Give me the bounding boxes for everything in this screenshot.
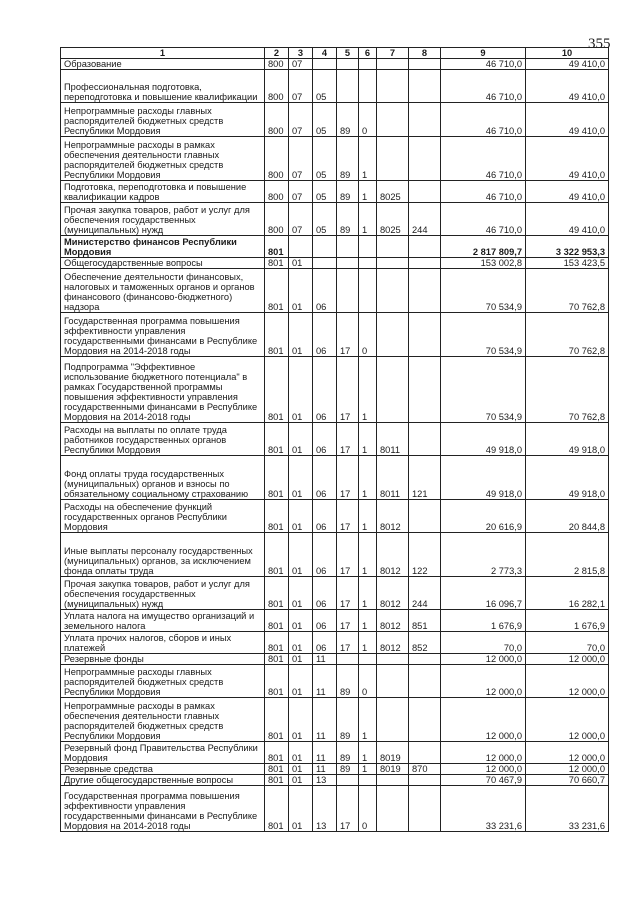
code-direction-cell [377, 665, 409, 698]
amount-year2-cell: 70 660,7 [526, 775, 609, 786]
code-direction-cell: 8012 [377, 577, 409, 610]
row-name-cell: Прочая закупка товаров, работ и услуг для обеспечения государственных (муниципальных) нужд [61, 203, 265, 236]
code-subprogram-cell: 0 [359, 313, 377, 357]
amount-year1-cell: 1 676,9 [441, 610, 526, 632]
code-subsection-cell: 11 [313, 698, 337, 742]
row-name-cell: Непрограммные расходы в рамках обеспечения деятельности главных распорядителей бюджетных средств Республики Мордовия [61, 698, 265, 742]
column-header: 5 [337, 48, 359, 59]
code-subsection-cell: 06 [313, 456, 337, 500]
row-name-cell: Уплата налога на имущество организаций и земельного налога [61, 610, 265, 632]
code-subprogram-cell [359, 59, 377, 70]
code-subsection-cell: 06 [313, 357, 337, 423]
code-subprogram-cell: 0 [359, 103, 377, 137]
table-row [61, 632, 609, 654]
code-program-cell: 89 [337, 742, 359, 764]
row-name-cell: Государственная программа повышения эффективности управления государственными финансами в Республике Мордовия на 2014-2018 годы [61, 313, 265, 357]
code-ved-cell: 801 [265, 665, 289, 698]
amount-year1-cell: 49 918,0 [441, 423, 526, 456]
code-subprogram-cell: 1 [359, 203, 377, 236]
code-ved-cell: 800 [265, 181, 289, 203]
table-row [61, 610, 609, 632]
code-expense-type-cell: 122 [409, 533, 441, 577]
amount-year1-cell: 46 710,0 [441, 59, 526, 70]
table-row [61, 313, 609, 357]
code-direction-cell: 8012 [377, 632, 409, 654]
code-section-cell: 07 [289, 137, 313, 181]
amount-year1-cell: 70 534,9 [441, 313, 526, 357]
table-row [61, 137, 609, 181]
code-ved-cell: 801 [265, 357, 289, 423]
amount-year2-cell: 49 410,0 [526, 70, 609, 103]
table-row [61, 103, 609, 137]
row-name-cell: Расходы на обеспечение функций государственных органов Республики Мордовия [61, 500, 265, 533]
code-subsection-cell [313, 258, 337, 269]
row-name-cell: Общегосударственные вопросы [61, 258, 265, 269]
code-program-cell [337, 236, 359, 258]
row-name-cell: Иные выплаты персоналу государственных (муниципальных) органов, за исключением фонда оплаты труда [61, 533, 265, 577]
code-expense-type-cell [409, 313, 441, 357]
code-program-cell: 89 [337, 137, 359, 181]
code-direction-cell [377, 786, 409, 832]
code-section-cell: 01 [289, 632, 313, 654]
code-subsection-cell: 13 [313, 775, 337, 786]
table-row [61, 775, 609, 786]
code-ved-cell: 801 [265, 764, 289, 775]
table-row [61, 70, 609, 103]
code-subprogram-cell: 1 [359, 456, 377, 500]
code-expense-type-cell [409, 665, 441, 698]
row-name-cell: Непрограммные расходы главных распорядителей бюджетных средств Республики Мордовия [61, 103, 265, 137]
code-ved-cell: 801 [265, 269, 289, 313]
code-expense-type-cell: 244 [409, 203, 441, 236]
code-subsection-cell: 11 [313, 665, 337, 698]
code-program-cell: 17 [337, 456, 359, 500]
code-direction-cell [377, 258, 409, 269]
table-row [61, 533, 609, 577]
code-expense-type-cell [409, 698, 441, 742]
column-header: 1 [61, 48, 265, 59]
code-direction-cell: 8011 [377, 456, 409, 500]
row-name-cell: Другие общегосударственные вопросы [61, 775, 265, 786]
row-name-cell: Министерство финансов Республики Мордовия [61, 236, 265, 258]
table-row [61, 59, 609, 70]
code-direction-cell [377, 59, 409, 70]
amount-year1-cell: 2 817 809,7 [441, 236, 526, 258]
code-program-cell: 17 [337, 577, 359, 610]
code-program-cell: 89 [337, 764, 359, 775]
code-expense-type-cell [409, 357, 441, 423]
code-section-cell: 01 [289, 654, 313, 665]
code-ved-cell: 800 [265, 203, 289, 236]
page-number: 355 [588, 36, 611, 52]
code-program-cell [337, 70, 359, 103]
code-ved-cell: 801 [265, 632, 289, 654]
code-section-cell: 07 [289, 59, 313, 70]
code-subprogram-cell: 1 [359, 577, 377, 610]
row-name-cell: Государственная программа повышения эффективности управления государственными финансами в Республике Мордовия на 2014-2018 годы [61, 786, 265, 832]
amount-year2-cell: 49 410,0 [526, 59, 609, 70]
code-expense-type-cell [409, 258, 441, 269]
table-row [61, 577, 609, 610]
code-direction-cell: 8012 [377, 610, 409, 632]
table-row [61, 181, 609, 203]
amount-year1-cell: 46 710,0 [441, 103, 526, 137]
table-row [61, 764, 609, 775]
table-row [61, 423, 609, 456]
column-header: 10 [526, 48, 609, 59]
code-subsection-cell: 05 [313, 103, 337, 137]
code-subsection-cell: 06 [313, 269, 337, 313]
code-expense-type-cell: 244 [409, 577, 441, 610]
code-section-cell: 01 [289, 665, 313, 698]
amount-year1-cell: 153 002,8 [441, 258, 526, 269]
amount-year2-cell: 1 676,9 [526, 610, 609, 632]
code-subsection-cell: 06 [313, 632, 337, 654]
code-expense-type-cell [409, 500, 441, 533]
amount-year2-cell: 70,0 [526, 632, 609, 654]
code-subprogram-cell: 1 [359, 500, 377, 533]
amount-year2-cell: 12 000,0 [526, 654, 609, 665]
code-section-cell: 01 [289, 456, 313, 500]
code-section-cell: 01 [289, 786, 313, 832]
budget-table [60, 47, 609, 832]
code-subsection-cell: 06 [313, 610, 337, 632]
code-subprogram-cell [359, 258, 377, 269]
code-program-cell: 17 [337, 313, 359, 357]
code-ved-cell: 800 [265, 137, 289, 181]
code-direction-cell [377, 654, 409, 665]
table-row [61, 742, 609, 764]
row-name-cell: Резервные средства [61, 764, 265, 775]
amount-year1-cell: 12 000,0 [441, 654, 526, 665]
amount-year1-cell: 46 710,0 [441, 181, 526, 203]
amount-year2-cell: 49 410,0 [526, 103, 609, 137]
code-expense-type-cell [409, 59, 441, 70]
code-ved-cell: 801 [265, 258, 289, 269]
code-program-cell: 89 [337, 698, 359, 742]
code-direction-cell [377, 698, 409, 742]
amount-year2-cell: 49 410,0 [526, 137, 609, 181]
code-subsection-cell: 05 [313, 137, 337, 181]
code-ved-cell: 800 [265, 59, 289, 70]
code-program-cell: 17 [337, 357, 359, 423]
code-expense-type-cell [409, 70, 441, 103]
amount-year1-cell: 46 710,0 [441, 70, 526, 103]
amount-year2-cell: 70 762,8 [526, 269, 609, 313]
code-subsection-cell: 11 [313, 742, 337, 764]
code-subsection-cell [313, 59, 337, 70]
code-subsection-cell: 06 [313, 500, 337, 533]
amount-year2-cell: 12 000,0 [526, 764, 609, 775]
column-header: 7 [377, 48, 409, 59]
row-name-cell: Расходы на выплаты по оплате труда работников государственных органов Республики Мордовия [61, 423, 265, 456]
amount-year1-cell: 46 710,0 [441, 137, 526, 181]
code-program-cell [337, 59, 359, 70]
code-direction-cell: 8025 [377, 181, 409, 203]
code-expense-type-cell [409, 775, 441, 786]
code-program-cell: 89 [337, 665, 359, 698]
code-section-cell: 01 [289, 423, 313, 456]
code-ved-cell: 801 [265, 533, 289, 577]
code-subsection-cell: 05 [313, 203, 337, 236]
code-section-cell: 07 [289, 181, 313, 203]
code-program-cell [337, 258, 359, 269]
code-subprogram-cell: 1 [359, 357, 377, 423]
column-header: 4 [313, 48, 337, 59]
code-section-cell: 01 [289, 533, 313, 577]
table-row [61, 236, 609, 258]
table-row [61, 654, 609, 665]
row-name-cell: Обеспечение деятельности финансовых, налоговых и таможенных органов и органов финансового (финансово-бюджетного) надзора [61, 269, 265, 313]
code-ved-cell: 801 [265, 786, 289, 832]
code-section-cell: 01 [289, 258, 313, 269]
code-subprogram-cell: 0 [359, 665, 377, 698]
code-section-cell: 01 [289, 775, 313, 786]
code-section-cell: 01 [289, 610, 313, 632]
code-direction-cell: 8019 [377, 764, 409, 775]
table-row [61, 665, 609, 698]
code-expense-type-cell: 870 [409, 764, 441, 775]
code-ved-cell: 800 [265, 70, 289, 103]
code-section-cell: 01 [289, 357, 313, 423]
amount-year2-cell: 16 282,1 [526, 577, 609, 610]
amount-year1-cell: 70 534,9 [441, 269, 526, 313]
amount-year2-cell: 70 762,8 [526, 357, 609, 423]
amount-year2-cell: 49 918,0 [526, 423, 609, 456]
amount-year2-cell: 12 000,0 [526, 665, 609, 698]
row-name-cell: Резервный фонд Правительства Республики Мордовия [61, 742, 265, 764]
code-subprogram-cell: 1 [359, 632, 377, 654]
amount-year2-cell: 3 322 953,3 [526, 236, 609, 258]
code-section-cell: 07 [289, 203, 313, 236]
code-ved-cell: 801 [265, 313, 289, 357]
row-name-cell: Образование [61, 59, 265, 70]
code-program-cell: 17 [337, 533, 359, 577]
amount-year1-cell: 12 000,0 [441, 665, 526, 698]
table-row [61, 357, 609, 423]
amount-year2-cell: 20 844,8 [526, 500, 609, 533]
code-program-cell: 17 [337, 500, 359, 533]
code-section-cell: 01 [289, 764, 313, 775]
column-header: 2 [265, 48, 289, 59]
code-section-cell: 07 [289, 70, 313, 103]
code-direction-cell [377, 137, 409, 181]
code-direction-cell: 8019 [377, 742, 409, 764]
code-section-cell [289, 236, 313, 258]
code-section-cell: 01 [289, 577, 313, 610]
code-subprogram-cell [359, 269, 377, 313]
code-subsection-cell: 13 [313, 786, 337, 832]
amount-year1-cell: 2 773,3 [441, 533, 526, 577]
amount-year1-cell: 12 000,0 [441, 742, 526, 764]
column-header: 8 [409, 48, 441, 59]
code-subprogram-cell: 1 [359, 742, 377, 764]
code-program-cell: 89 [337, 203, 359, 236]
amount-year2-cell: 12 000,0 [526, 742, 609, 764]
code-subsection-cell: 05 [313, 70, 337, 103]
code-expense-type-cell [409, 236, 441, 258]
code-expense-type-cell [409, 269, 441, 313]
code-expense-type-cell [409, 137, 441, 181]
code-program-cell: 17 [337, 632, 359, 654]
code-direction-cell [377, 236, 409, 258]
amount-year1-cell: 70,0 [441, 632, 526, 654]
code-program-cell [337, 269, 359, 313]
code-expense-type-cell: 121 [409, 456, 441, 500]
amount-year1-cell: 70 534,9 [441, 357, 526, 423]
amount-year2-cell: 2 815,8 [526, 533, 609, 577]
amount-year1-cell: 16 096,7 [441, 577, 526, 610]
code-expense-type-cell [409, 103, 441, 137]
amount-year2-cell: 70 762,8 [526, 313, 609, 357]
code-expense-type-cell: 852 [409, 632, 441, 654]
amount-year1-cell: 12 000,0 [441, 698, 526, 742]
code-ved-cell: 801 [265, 577, 289, 610]
code-ved-cell: 801 [265, 610, 289, 632]
code-subprogram-cell: 1 [359, 764, 377, 775]
code-program-cell [337, 775, 359, 786]
code-subsection-cell: 06 [313, 577, 337, 610]
code-ved-cell: 801 [265, 698, 289, 742]
code-expense-type-cell [409, 786, 441, 832]
code-direction-cell: 8012 [377, 500, 409, 533]
row-name-cell: Резервные фонды [61, 654, 265, 665]
code-subprogram-cell: 1 [359, 181, 377, 203]
row-name-cell: Прочая закупка товаров, работ и услуг для обеспечения государственных (муниципальных) нужд [61, 577, 265, 610]
table-row [61, 500, 609, 533]
amount-year2-cell: 33 231,6 [526, 786, 609, 832]
row-name-cell: Фонд оплаты труда государственных (муниципальных) органов и взносы по обязательному социальному страхованию [61, 456, 265, 500]
amount-year1-cell: 46 710,0 [441, 203, 526, 236]
code-direction-cell [377, 70, 409, 103]
code-direction-cell: 8025 [377, 203, 409, 236]
table-row [61, 203, 609, 236]
amount-year1-cell: 33 231,6 [441, 786, 526, 832]
table-row [61, 456, 609, 500]
table-row [61, 258, 609, 269]
row-name-cell: Профессиональная подготовка, переподготовка и повышение квалификации [61, 70, 265, 103]
code-program-cell: 17 [337, 786, 359, 832]
code-direction-cell: 8011 [377, 423, 409, 456]
code-ved-cell: 801 [265, 456, 289, 500]
row-name-cell: Непрограммные расходы в рамках обеспечения деятельности главных распорядителей бюджетных средств Республики Мордовия [61, 137, 265, 181]
code-subprogram-cell: 1 [359, 610, 377, 632]
code-subprogram-cell: 1 [359, 423, 377, 456]
column-header: 3 [289, 48, 313, 59]
code-subsection-cell: 06 [313, 423, 337, 456]
header-row [61, 48, 609, 59]
row-name-cell: Подпрограмма "Эффективное использование бюджетного потенциала" в рамках Государственной программы повышения эффективности управления государственными финансами в Республике Мордовия на 2014-2018 годы [61, 357, 265, 423]
code-ved-cell: 801 [265, 775, 289, 786]
amount-year1-cell: 70 467,9 [441, 775, 526, 786]
code-program-cell: 17 [337, 423, 359, 456]
code-direction-cell: 8012 [377, 533, 409, 577]
code-section-cell: 01 [289, 698, 313, 742]
table-row [61, 269, 609, 313]
code-subprogram-cell [359, 775, 377, 786]
code-expense-type-cell [409, 742, 441, 764]
code-section-cell: 01 [289, 500, 313, 533]
code-section-cell: 01 [289, 742, 313, 764]
code-direction-cell [377, 313, 409, 357]
code-section-cell: 07 [289, 103, 313, 137]
row-name-cell: Подготовка, переподготовка и повышение квалификации кадров [61, 181, 265, 203]
code-ved-cell: 801 [265, 742, 289, 764]
code-subsection-cell: 06 [313, 533, 337, 577]
code-ved-cell: 801 [265, 236, 289, 258]
table-row [61, 698, 609, 742]
code-expense-type-cell [409, 654, 441, 665]
code-direction-cell [377, 357, 409, 423]
code-section-cell: 01 [289, 269, 313, 313]
code-program-cell [337, 654, 359, 665]
code-subprogram-cell: 1 [359, 533, 377, 577]
code-direction-cell [377, 103, 409, 137]
code-subsection-cell [313, 236, 337, 258]
code-subsection-cell: 06 [313, 313, 337, 357]
code-subprogram-cell [359, 70, 377, 103]
code-ved-cell: 801 [265, 423, 289, 456]
amount-year1-cell: 49 918,0 [441, 456, 526, 500]
code-direction-cell [377, 775, 409, 786]
code-subprogram-cell: 1 [359, 698, 377, 742]
code-subsection-cell: 11 [313, 764, 337, 775]
code-expense-type-cell [409, 181, 441, 203]
amount-year2-cell: 12 000,0 [526, 698, 609, 742]
code-subsection-cell: 11 [313, 654, 337, 665]
code-subprogram-cell: 0 [359, 786, 377, 832]
column-header: 6 [359, 48, 377, 59]
amount-year1-cell: 20 616,9 [441, 500, 526, 533]
code-ved-cell: 801 [265, 500, 289, 533]
table-row [61, 786, 609, 832]
code-expense-type-cell [409, 423, 441, 456]
code-subsection-cell: 05 [313, 181, 337, 203]
code-program-cell: 17 [337, 610, 359, 632]
column-header: 9 [441, 48, 526, 59]
code-subprogram-cell [359, 236, 377, 258]
row-name-cell: Непрограммные расходы главных распорядителей бюджетных средств Республики Мордовия [61, 665, 265, 698]
amount-year2-cell: 153 423,5 [526, 258, 609, 269]
code-subprogram-cell [359, 654, 377, 665]
amount-year1-cell: 12 000,0 [441, 764, 526, 775]
code-section-cell: 01 [289, 313, 313, 357]
code-ved-cell: 800 [265, 103, 289, 137]
code-program-cell: 89 [337, 181, 359, 203]
code-direction-cell [377, 269, 409, 313]
code-ved-cell: 801 [265, 654, 289, 665]
amount-year2-cell: 49 410,0 [526, 181, 609, 203]
code-program-cell: 89 [337, 103, 359, 137]
code-expense-type-cell: 851 [409, 610, 441, 632]
amount-year2-cell: 49 410,0 [526, 203, 609, 236]
amount-year2-cell: 49 918,0 [526, 456, 609, 500]
code-subprogram-cell: 1 [359, 137, 377, 181]
row-name-cell: Уплата прочих налогов, сборов и иных платежей [61, 632, 265, 654]
